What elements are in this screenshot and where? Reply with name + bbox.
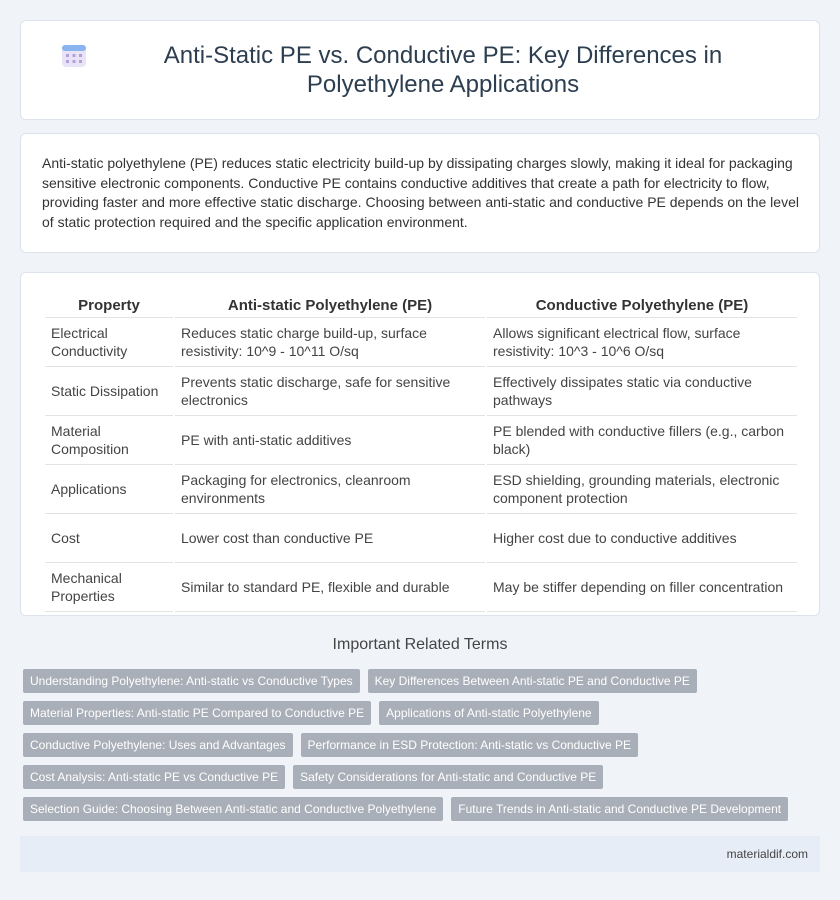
anti-static-cell: PE with anti-static additives (175, 416, 485, 465)
table-row (45, 318, 797, 367)
footer-site-name: materialdif.com (726, 847, 808, 861)
intro-paragraph: Anti-static polyethylene (PE) reduces static electricity build-up by dissipating charges slowly, making it ideal for packaging sensitive electronic components. Conductive PE contains conductive additives that create a path for electricity to flow, providing faster and more effective static discharge. Choosing between anti-static and conductive PE depends on the level of static protection required and the specific application environment. (42, 155, 799, 230)
related-term-link[interactable]: Future Trends in Anti-static and Conductive PE Development (451, 797, 788, 821)
property-cell: Material Composition (45, 416, 173, 465)
conductive-cell: PE blended with conductive fillers (e.g., carbon black) (487, 416, 797, 465)
related-term-link[interactable]: Performance in ESD Protection: Anti-static vs Conductive PE (301, 733, 638, 757)
footer (20, 836, 820, 872)
related-terms-list (23, 669, 803, 821)
conductive-cell: Higher cost due to conductive additives (487, 514, 797, 563)
title-wrap (61, 41, 779, 99)
conductive-cell: Allows significant electrical flow, surface resistivity: 10^3 - 10^6 O/sq (487, 318, 797, 367)
related-term-link[interactable]: Understanding Polyethylene: Anti-static vs Conductive Types (23, 669, 360, 693)
table-row (45, 367, 797, 416)
anti-static-cell: Reduces static charge build-up, surface resistivity: 10^9 - 10^11 O/sq (175, 318, 485, 367)
property-cell: Cost (45, 514, 173, 563)
table-row (45, 563, 797, 612)
table-header-row (45, 291, 797, 318)
header-conductive: Conductive Polyethylene (PE) (487, 291, 797, 318)
intro-card (20, 133, 820, 253)
table-row (45, 416, 797, 465)
comparison-table (43, 291, 799, 612)
related-term-link[interactable]: Material Properties: Anti-static PE Compared to Conductive PE (23, 701, 371, 725)
related-term-link[interactable]: Selection Guide: Choosing Between Anti-static and Conductive Polyethylene (23, 797, 443, 821)
anti-static-cell: Packaging for electronics, cleanroom environments (175, 465, 485, 514)
related-term-link[interactable]: Safety Considerations for Anti-static and Conductive PE (293, 765, 603, 789)
comparison-table-card (20, 272, 820, 616)
related-term-link[interactable]: Applications of Anti-static Polyethylene (379, 701, 598, 725)
property-cell: Applications (45, 465, 173, 514)
conductive-cell: ESD shielding, grounding materials, electronic component protection (487, 465, 797, 514)
calendar-grid-icon (61, 43, 87, 69)
related-term-link[interactable]: Cost Analysis: Anti-static PE vs Conductive PE (23, 765, 285, 789)
related-term-link[interactable]: Conductive Polyethylene: Uses and Advantages (23, 733, 293, 757)
anti-static-cell: Lower cost than conductive PE (175, 514, 485, 563)
table-row (45, 514, 797, 563)
conductive-cell: Effectively dissipates static via conductive pathways (487, 367, 797, 416)
related-terms-title: Important Related Terms (332, 636, 508, 653)
conductive-cell: May be stiffer depending on filler concentration (487, 563, 797, 612)
anti-static-cell: Similar to standard PE, flexible and durable (175, 563, 485, 612)
anti-static-cell: Prevents static discharge, safe for sensitive electronics (175, 367, 485, 416)
table-row (45, 465, 797, 514)
page-title: Anti-Static PE vs. Conductive PE: Key Differences in Polyethylene Applications (163, 42, 723, 98)
property-cell: Static Dissipation (45, 367, 173, 416)
property-cell: Electrical Conductivity (45, 318, 173, 367)
header-anti-static: Anti-static Polyethylene (PE) (175, 291, 485, 318)
related-term-link[interactable]: Key Differences Between Anti-static PE and Conductive PE (368, 669, 697, 693)
header-property: Property (45, 291, 173, 318)
property-cell: Mechanical Properties (45, 563, 173, 612)
header-card (20, 20, 820, 120)
